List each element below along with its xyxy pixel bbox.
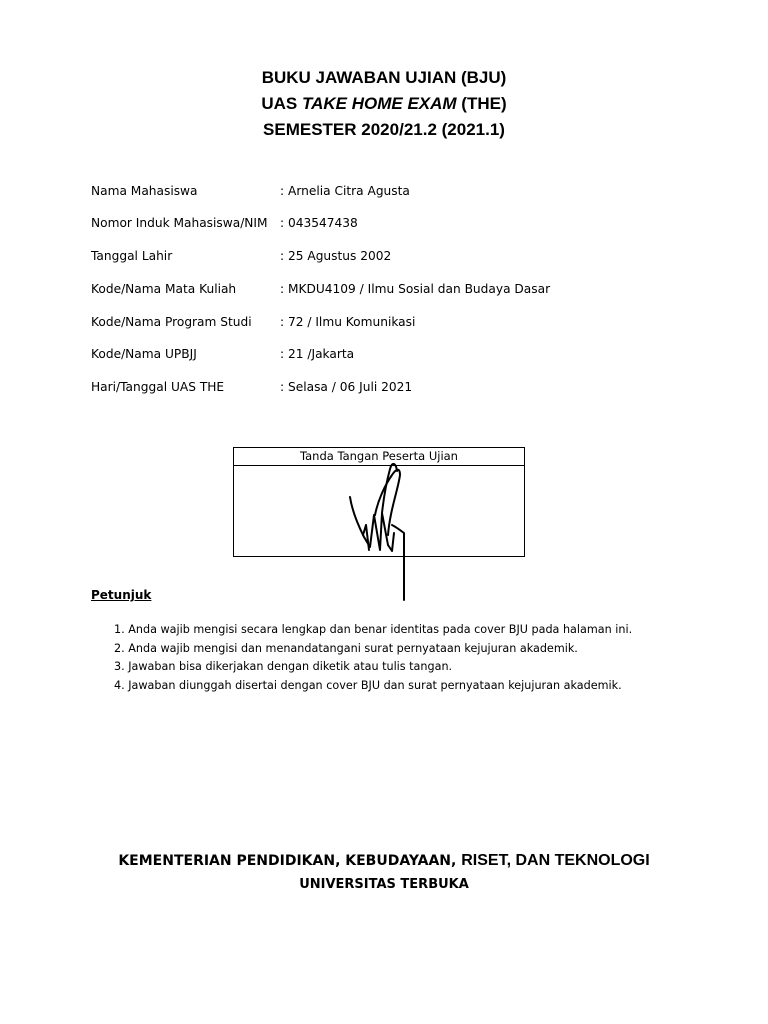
instruction-item: 2. Anda wajib mengisi dan menandatangani surat pernyataan kejujuran akademik. — [114, 641, 578, 655]
ministry-name — [0, 850, 768, 871]
title-line-2 — [0, 94, 768, 114]
identity-row-program — [91, 314, 416, 330]
ministry-name-part1: KEMENTERIAN PENDIDIKAN, KEBUDAYAAN, — [118, 853, 462, 869]
university-name: UNIVERSITAS TERBUKA — [299, 877, 469, 892]
signature-heading: Tanda Tangan Peserta Ujian — [234, 448, 524, 466]
title-line-2-italic: TAKE HOME EXAM — [302, 94, 457, 113]
title-line-3: SEMESTER 2020/21.2 (2021.1) — [263, 120, 505, 139]
signature-image — [330, 455, 430, 605]
identity-label: Nomor Induk Mahasiswa/NIM — [91, 216, 268, 230]
identity-label: Kode/Nama Mata Kuliah — [91, 282, 237, 296]
identity-value: : MKDU4109 / Ilmu Sosial dan Budaya Dasar — [280, 282, 551, 296]
identity-value: : Selasa / 06 Juli 2021 — [280, 380, 413, 394]
identity-value: : 21 /Jakarta — [280, 347, 355, 361]
ministry-name-part2: RISET, DAN TEKNOLOGI — [461, 852, 650, 869]
instructions-list — [114, 621, 632, 695]
instruction-item: 4. Jawaban diunggah disertai dengan cover BJU dan surat pernyataan kejujuran akademik. — [114, 678, 622, 692]
instruction-item: 3. Jawaban bisa dikerjakan dengan diketik atau tulis tangan. — [114, 660, 453, 673]
title-line-2-prefix: UAS — [261, 94, 302, 113]
identity-label: Tanggal Lahir — [91, 249, 173, 263]
instructions-heading: Petunjuk — [91, 588, 152, 602]
identity-label: Kode/Nama Program Studi — [91, 315, 252, 329]
title-line-2-suffix: (THE) — [456, 94, 507, 113]
identity-label: Kode/Nama UPBJJ — [91, 347, 197, 361]
identity-value: : 043547438 — [280, 216, 358, 230]
identity-value: : Arnelia Citra Agusta — [280, 184, 410, 198]
identity-label: Nama Mahasiswa — [91, 184, 198, 198]
identity-row-exam-date — [91, 379, 413, 395]
identity-row-course — [91, 281, 551, 297]
title-line-1: BUKU JAWABAN UJIAN (BJU) — [261, 68, 507, 87]
identity-value: : 72 / Ilmu Komunikasi — [280, 315, 416, 329]
identity-value: : 25 Agustus 2002 — [280, 249, 392, 263]
instruction-item: 1. Anda wajib mengisi secara lengkap dan benar identitas pada cover BJU pada halaman ini. — [114, 623, 633, 636]
identity-row-birthdate — [91, 248, 392, 264]
identity-row-name — [91, 183, 410, 199]
identity-row-nim — [91, 215, 358, 231]
identity-label: Hari/Tanggal UAS THE — [91, 380, 225, 394]
identity-row-upbjj — [91, 346, 355, 362]
